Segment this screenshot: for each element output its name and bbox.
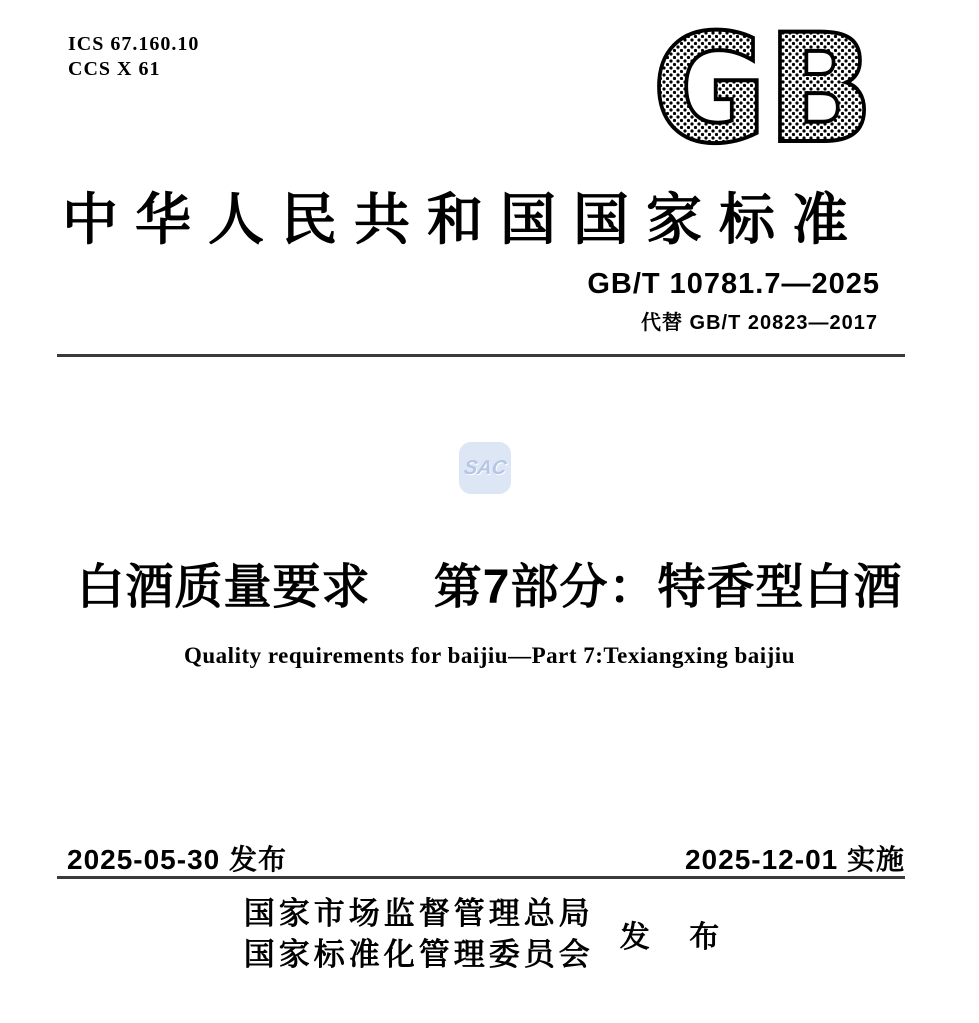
issuer-block xyxy=(0,893,979,975)
divider-bottom xyxy=(57,876,905,879)
divider-top xyxy=(57,354,905,357)
standard-title-english: Quality requirements for baijiu—Part 7:Texiangxing baijiu xyxy=(184,643,795,668)
implementation-date: 2025-12-01 实施 xyxy=(684,844,905,875)
sac-watermark xyxy=(459,442,511,494)
issue-date: 2025-05-30 发布 xyxy=(67,844,288,875)
standard-number: GB/T 10781.7—2025 xyxy=(587,268,880,300)
gb-logo-text: GB xyxy=(652,24,874,148)
gb-logo-graphic xyxy=(648,24,878,148)
gb-logo xyxy=(648,24,878,148)
dates-row xyxy=(57,838,905,878)
ics-code: ICS 67.160.10 xyxy=(68,33,200,55)
issuer-line-1: 国家市场监督管理总局 xyxy=(243,896,594,931)
ccs-code: CCS X 61 xyxy=(68,58,161,80)
replaces-note: 代替 GB/T 20823—2017 xyxy=(641,312,878,334)
issuer-line-2: 国家标准化管理委员会 xyxy=(243,937,594,972)
publish-label: 发 布 xyxy=(619,921,736,954)
classification-codes xyxy=(68,32,199,82)
national-standard-heading: 中华人民共和国国家标准 xyxy=(62,190,865,252)
standard-title-chinese: 白酒质量要求 第7部分：特香型白酒 xyxy=(76,561,903,614)
issuer-names xyxy=(244,893,594,975)
sac-watermark-text: SAC xyxy=(462,456,508,479)
